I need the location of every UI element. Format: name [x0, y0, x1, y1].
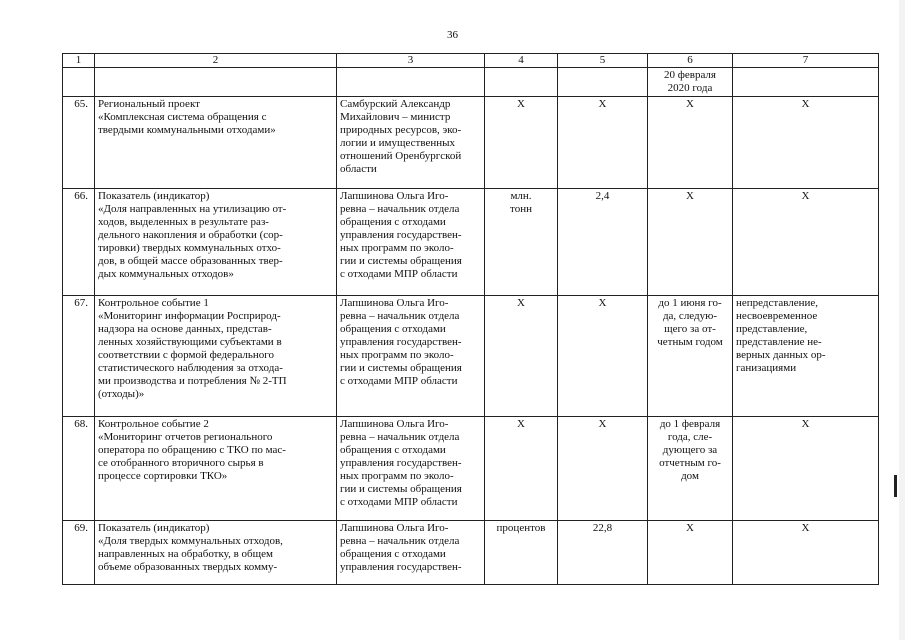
subheader-cell-3	[337, 68, 485, 97]
row-note: непредставление, несвоевременное представление, представление не- верных данных ор- ганизациями	[733, 296, 879, 417]
scan-edge	[899, 0, 905, 640]
row-note: Х	[733, 189, 879, 296]
column-number-row	[63, 54, 879, 68]
row-note: Х	[733, 417, 879, 521]
row-number: 67.	[63, 296, 95, 417]
row-value: 22,8	[558, 521, 648, 585]
column-header-3: 3	[337, 54, 485, 68]
row-number: 66.	[63, 189, 95, 296]
column-header-5: 5	[558, 54, 648, 68]
row-responsible: Лапшинова Ольга Иго- ревна – начальник отдела обращения с отходами управления государствен- ных программ по эколо- гии и системы обращения с отходами МПР области	[337, 417, 485, 521]
row-deadline: Х	[648, 521, 733, 585]
row-responsible: Лапшинова Ольга Иго- ревна – начальник отдела обращения с отходами управления государствен-	[337, 521, 485, 585]
column-header-2: 2	[95, 54, 337, 68]
row-responsible: Самбурский Александр Михайлович – министр природных ресурсов, эко- логии и имущественных отношений Оренбургской области	[337, 97, 485, 189]
row-name: Показатель (индикатор) «Доля направленных на утилизацию от- ходов, выделенных в результате раз- дельного накопления и обработки (сор- тировки) твердых коммунальных отхо- дов, в общей массе образованных твер- дых коммунальных отходов»	[95, 189, 337, 296]
row-note: Х	[733, 97, 879, 189]
row-unit: млн. тонн	[485, 189, 558, 296]
row-unit: процентов	[485, 521, 558, 585]
row-name: Контрольное событие 2 «Мониторинг отчетов регионального оператора по обращению с ТКО по мас- се отобранного вторичного сырья в процессе сортировки ТКО»	[95, 417, 337, 521]
column-header-1: 1	[63, 54, 95, 68]
subheader-date: 20 февраля 2020 года	[648, 68, 733, 97]
row-responsible: Лапшинова Ольга Иго- ревна – начальник отдела обращения с отходами управления государствен- ных программ по эколо- гии и системы обращения с отходами МПР области	[337, 296, 485, 417]
data-table	[62, 53, 879, 585]
column-header-7: 7	[733, 54, 879, 68]
subheader-cell-2	[95, 68, 337, 97]
row-value: Х	[558, 97, 648, 189]
row-deadline: до 1 февраля года, сле- дующего за отчетным го- дом	[648, 417, 733, 521]
row-unit: Х	[485, 417, 558, 521]
row-number: 65.	[63, 97, 95, 189]
row-value: Х	[558, 417, 648, 521]
column-header-4: 4	[485, 54, 558, 68]
row-name: Показатель (индикатор) «Доля твердых коммунальных отходов, направленных на обработку, в общем объеме образованных твердых комму-	[95, 521, 337, 585]
table-row	[63, 417, 879, 521]
row-unit: Х	[485, 296, 558, 417]
table-row	[63, 97, 879, 189]
row-note: Х	[733, 521, 879, 585]
table-row	[63, 189, 879, 296]
page-number: 36	[447, 29, 458, 41]
row-value: 2,4	[558, 189, 648, 296]
subheader-row	[63, 68, 879, 97]
row-name: Контрольное событие 1 «Мониторинг информации Росприрод- надзора на основе данных, представ- ленных хозяйствующими субъектами в соответствии с формой федерального статистического наблюдения за отхода- ми производства и потребления № 2-ТП (отходы)»	[95, 296, 337, 417]
row-unit: Х	[485, 97, 558, 189]
subheader-cell-1	[63, 68, 95, 97]
row-value: Х	[558, 296, 648, 417]
subheader-cell-5	[558, 68, 648, 97]
row-deadline: Х	[648, 189, 733, 296]
subheader-cell-7	[733, 68, 879, 97]
subheader-cell-4	[485, 68, 558, 97]
table-row	[63, 521, 879, 585]
row-name: Региональный проект «Комплексная система обращения с твердыми коммунальными отходами»	[95, 97, 337, 189]
table-row	[63, 296, 879, 417]
row-number: 68.	[63, 417, 95, 521]
row-deadline: до 1 июня го- да, следую- щего за от- четным годом	[648, 296, 733, 417]
column-header-6: 6	[648, 54, 733, 68]
row-responsible: Лапшинова Ольга Иго- ревна – начальник отдела обращения с отходами управления государствен- ных программ по эколо- гии и системы обращения с отходами МПР области	[337, 189, 485, 296]
row-number: 69.	[63, 521, 95, 585]
scan-edge-mark	[894, 475, 897, 497]
row-deadline: Х	[648, 97, 733, 189]
